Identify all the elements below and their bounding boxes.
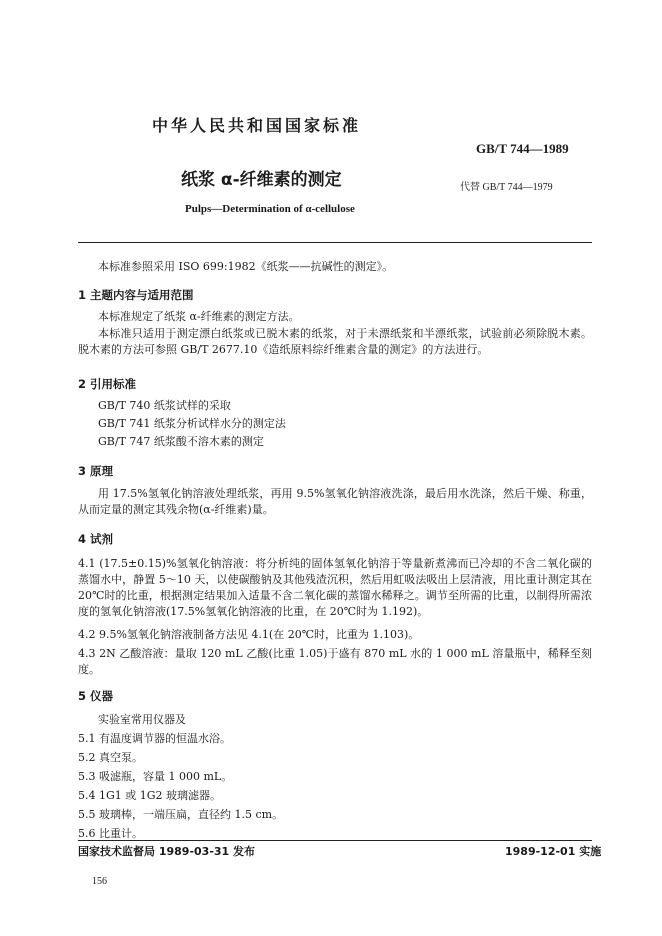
issue-date: 国家技术监督局 1989-03-31 发布 [78, 845, 256, 858]
section-1-heading: 1 主题内容与适用范围 [78, 288, 194, 302]
issuing-country-heading: 中华人民共和国国家标准 [152, 116, 362, 135]
apparatus-item: 5.4 1G1 或 1G2 玻璃滤器。 [78, 789, 222, 802]
section-1-paragraph-1: 本标准规定了纸浆 α-纤维素的测定方法。 [98, 310, 300, 323]
reference-item: GB/T 740 纸浆试样的采取 [98, 399, 231, 412]
apparatus-item: 5.1 有温度调节器的恒温水浴。 [78, 732, 231, 745]
reference-item: GB/T 741 纸浆分析试样水分的测定法 [98, 417, 286, 430]
section-2-heading: 2 引用标准 [78, 377, 137, 391]
apparatus-item: 5.5 玻璃棒，一端压扁，直径约 1.5 cm。 [78, 808, 284, 821]
document-title-cn: 纸浆 α-纤维素的测定 [181, 170, 342, 190]
apparatus-item: 5.3 吸滤瓶，容量 1 000 mL。 [78, 770, 233, 783]
reagent-item-4-3: 4.3 2N 乙酸溶液：量取 120 mL 乙酸(比重 1.05)于盛有 870 mL 水的 1 000 mL 溶量瓶中，稀释至刻度。 [78, 647, 592, 676]
section-3-heading: 3 原理 [78, 464, 114, 478]
apparatus-item: 5.2 真空泵。 [78, 751, 143, 764]
apparatus-intro: 实验室常用仪器及 [98, 713, 186, 726]
footer-divider [78, 840, 592, 841]
header-divider [78, 242, 592, 243]
section-1-paragraph-2: 本标准只适用于测定漂白纸浆或已脱木素的纸浆，对于未漂纸浆和半漂纸浆，试验前必须除脱木素。脱木素的方法可参照 GB/T 2677.10《造纸原料综纤维素含量的测定》的方法进行。 [78, 327, 592, 356]
section-3-paragraph: 用 17.5%氢氧化钠溶液处理纸浆，再用 9.5%氢氧化钠溶液洗涤，最后用水洗涤，然后干燥、称重，从而定量的测定其残余物(α-纤维素)量。 [78, 487, 592, 516]
document-title-en: Pulps—Determination of α-cellulose [185, 203, 355, 215]
standard-number: GB/T 744—1989 [476, 141, 569, 156]
reference-item: GB/T 747 纸浆酸不溶木素的测定 [98, 435, 264, 448]
section-4-heading: 4 试剂 [78, 532, 114, 546]
intro-paragraph: 本标准参照采用 ISO 699:1982《纸浆——抗碱性的测定》。 [98, 260, 394, 273]
reagent-item-4-2: 4.2 9.5%氢氧化钠溶液制备方法见 4.1(在 20℃时，比重为 1.103)。 [78, 628, 420, 641]
page-number: 156 [92, 876, 107, 887]
reagent-item-4-1: 4.1 (17.5±0.15)%氢氧化钠溶液：将分析纯的固体氢氧化钠溶于等量新煮沸而已冷却的不含二氧化碳的蒸馏水中，静置 5～10 天，以使碳酸钠及其他残渣沉积，然后用虹吸法吸出上层清液，用比重计测定其在 20℃时的比重，根据测定结果加入适量不含二氧化碳的蒸馏水稀释之。调节至所需的比重，以制得所需浓度的氢氧化钠溶液(17.5%氢氧化钠溶液的比重，在 20℃时为 1.192)。 [78, 557, 592, 618]
replaces-standard: 代替 GB/T 744—1979 [460, 182, 553, 193]
apparatus-item: 5.6 比重计。 [78, 827, 143, 840]
section-5-heading: 5 仪器 [78, 689, 114, 703]
effective-date: 1989-12-01 实施 [505, 845, 602, 858]
